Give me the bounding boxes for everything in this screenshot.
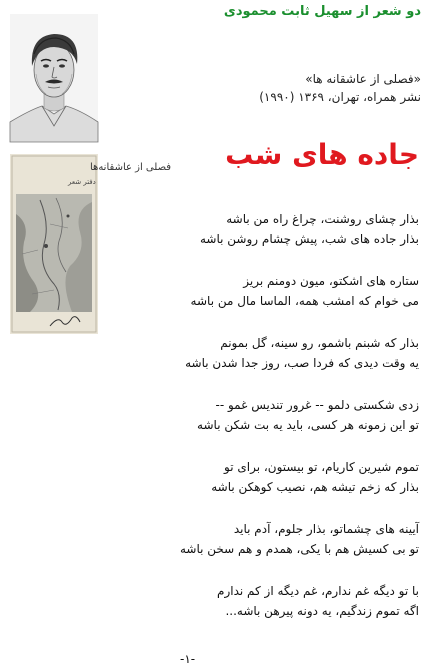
poem-line: اگه تموم زندگیم، یه دونه پیرهن باشه... [225,604,419,618]
poem-line: بذار که شبنم باشمو، رو سینه، گل بمونم [220,336,419,350]
poem-line: می خوام که امشب همه، الماسا مال من باشه [190,294,419,308]
poem-line: تموم شیرین کاریام، تو بیستون، برای تو [224,460,419,474]
poet-portrait-image [10,14,98,142]
poem-line: تو بی کسیش هم با یکی، همدم و هم سخن باشه [179,542,419,556]
poem-line: بذار چشای روشنت، چراغ راه من باشه [226,212,419,226]
book-cover-subtitle: دفتر شعر [68,178,96,186]
book-cover-title: فصلی از عاشقانه‌ها [90,162,172,173]
book-cover-image [10,154,172,334]
poem-line: تو این زمونه هر کسی، باید یه بت شکن باشه [197,418,419,432]
source-info [121,70,421,106]
poem-line: آیینه های چشماتو، بذار جلوم، آدم باید [233,522,419,536]
stanza [119,333,419,373]
poem-body [119,209,419,643]
stanza [119,209,419,249]
portrait-sketch [10,14,98,142]
poem-title: جاده های شب [225,138,419,171]
source-collection: «فصلی از عاشقانه ها» [305,72,421,86]
poem-line: ستاره های اشکتو، میون دومنم بریز [243,274,419,288]
header-title: دو شعر از سهیل ثابت محمودی [223,4,421,19]
source-publication: نشر همراه، تهران، ۱۳۶۹ (۱۹۹۰) [259,90,421,104]
book-cover-art [10,154,172,334]
poem-line: یه وقت دیدی که فردا صب، روز جدا شدن باشه [185,356,419,370]
stanza [119,519,419,559]
poem-line: زدی شکستی دلمو -- غرور تندیس غمو -- [215,398,419,412]
stanza [119,271,419,311]
stanza [119,457,419,497]
page-number: -۱- [180,652,196,666]
poem-line: بذار جاده های شب، پیش چشام روشن باشه [200,232,419,246]
stanza [119,395,419,435]
stanza [119,581,419,621]
poem-line: بذار که زخم تیشه هم، نصیب کوهکن باشه [211,480,419,494]
poem-line: با تو دیگه غم ندارم، غم دیگه از کم ندارم [217,584,419,598]
